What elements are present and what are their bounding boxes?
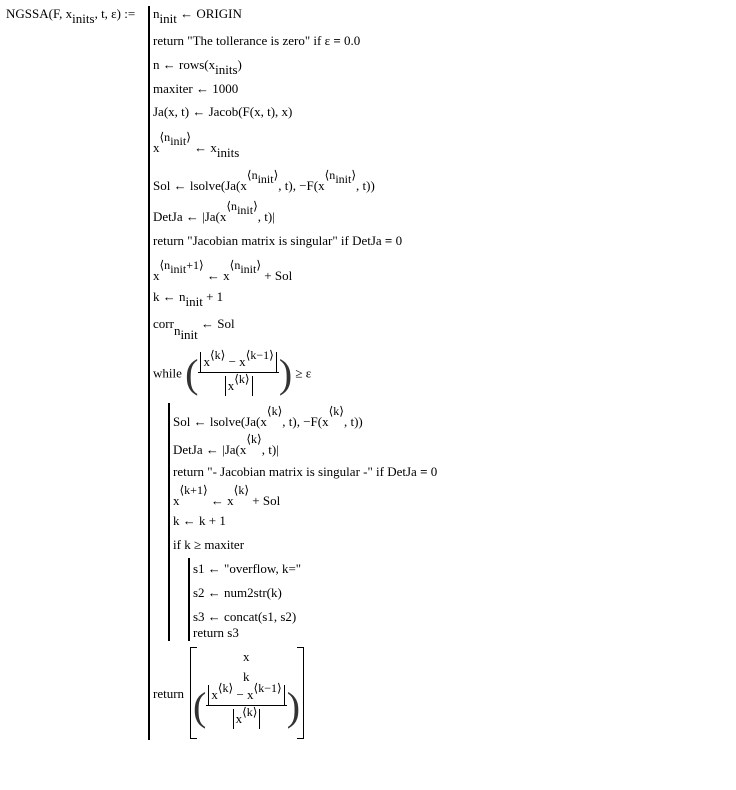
expression-text: ⟨k⟩ [209,347,226,362]
program-line[interactable] [173,483,281,509]
parenthesis: ) [286,684,301,729]
return-matrix[interactable] [190,647,304,739]
expression-text: n ← rows(x [153,57,216,72]
expression-text: ⟨k⟩ [217,680,234,695]
expression-group [225,371,253,396]
expression-text: k ← k + 1 [173,513,226,528]
expression-text: Sol ← lsolve(Ja(x [173,414,267,429]
expression-group [198,347,278,396]
expression-group [159,130,191,148]
program-line[interactable] [153,130,240,160]
expression-text: ) [237,57,242,72]
expression-text: x [173,493,180,508]
expression-text: ⟩ [256,258,262,272]
expression-group [233,704,261,729]
expression-text: init [159,11,177,26]
while-line[interactable] [153,347,312,397]
expression-text: init [257,172,274,186]
expression-group [198,347,278,372]
expression-text: x [211,686,218,702]
program-line[interactable] [173,513,226,529]
program-line[interactable] [173,404,363,430]
expression-text: DetJa ← |Ja(x [153,209,227,224]
param-list-rest: , t, ε) [94,6,121,21]
expression-text: if k ≥ maxiter [173,537,245,552]
expression-text: s1 ← "overflow, k=" [193,561,302,576]
expression-group [198,372,278,396]
expression-group [208,680,284,705]
expression-group [229,258,262,276]
expression-text: x [235,710,243,726]
expression-text: ⟩ [273,168,279,182]
expression-text: inits [215,62,238,77]
expression-text: = [420,464,428,479]
program-line[interactable] [153,289,224,309]
expression-text: ← ORIGIN [176,6,242,21]
expression-text: init [185,294,203,309]
expression-text: ⟨k−1⟩ [253,680,282,695]
program-line[interactable] [193,625,239,641]
expression-text: , t)| [261,442,279,457]
expression-text: init [170,134,187,148]
function-definition[interactable] [6,6,136,26]
program-line[interactable] [173,537,244,553]
expression-text: init [170,262,187,276]
expression-text: ⟨k⟩ [266,404,283,418]
expression-text: Ja(x, t) ← Jacob(F(x, t), x) [153,104,293,119]
expression-text: ⟨k−1⟩ [245,347,274,362]
expression-text: return "Jacobian matrix is singular" if DetJa [153,233,385,248]
expression-group [206,680,286,729]
expression-text: n [173,323,181,338]
expression-text: , t), −F(x [282,414,329,429]
expression-text: , t), −F(x [278,178,325,193]
program-line[interactable] [153,6,242,26]
return-keyword[interactable]: return [153,686,185,701]
param-list: (F, x [48,6,73,21]
expression-text: +1⟩ [186,258,204,272]
expression-text: ⟨k+1⟩ [179,483,208,497]
expression-text: + Sol [261,268,293,283]
expression-text: ⟨k⟩ [246,432,262,446]
expression-text: ← x [190,140,217,155]
program-line[interactable] [153,233,402,249]
if-body-bar [188,558,190,641]
expression-text: ⟩ [253,199,258,213]
program-line[interactable] [153,258,293,284]
program-line[interactable] [153,33,360,49]
expression-text: init [240,262,257,276]
expression-text: x [227,377,235,393]
expression-text: k ← n [153,289,186,304]
expression-text: ⟩ [351,168,357,182]
expression-text: ⟨k⟩ [233,483,250,497]
program-line[interactable] [193,585,282,601]
expression-text: + 1 [202,289,224,304]
expression-text: , t)| [257,209,275,224]
expression-text: ≥ ε [295,365,312,381]
expression-text: s3 ← concat(s1, s2) [193,609,297,624]
expression-text: ⟩ [186,130,191,144]
expression-text: 0 [392,233,403,248]
parenthesis: ( [193,684,207,729]
program-line[interactable] [153,57,242,77]
expression-text: ⟨n [246,168,258,182]
expression-text: s2 ← num2str(k) [193,585,282,600]
program-line[interactable] [193,609,296,625]
expression-text: return "- Jacobian matrix is singular -" if DetJa [173,464,421,479]
expression-text: corr [153,316,174,331]
expression-group [206,705,286,729]
function-name: NGSSA [6,6,49,21]
expression-text: inits [216,145,240,160]
expression-text: while [153,365,182,381]
expression-text: ← x [207,493,234,508]
expression-group [173,323,198,342]
matrix-x: x [243,649,250,664]
expression-group [159,258,204,276]
program-bar [148,6,150,740]
expression-text: init [237,203,254,217]
expression-group [246,168,279,186]
expression-group [206,680,286,705]
expression-text: maxiter ← 1000 [153,81,239,96]
expression-text: ⟨n [229,258,241,272]
matrix-error [193,680,301,730]
expression-text: init [335,172,352,186]
expression-text: − x [225,353,246,369]
expression-group [324,168,357,186]
expression-text: ← Sol [197,316,235,331]
expression-text: return s3 [193,625,239,640]
expression-text: ⟨k⟩ [242,704,258,719]
expression-text: ⟨k⟩ [234,371,250,386]
program-line[interactable] [173,464,437,480]
expression-text: ⟨n [226,199,238,213]
program-line[interactable] [153,81,238,97]
expression-text: , t)) [356,178,375,193]
expression-text: 0.0 [340,33,361,48]
expression-text: DetJa ← |Ja(x [173,442,247,457]
expression-text: n [153,6,160,21]
expression-text: + Sol [249,493,281,508]
expression-text: Sol ← lsolve(Ja(x [153,178,247,193]
program-line[interactable] [173,432,279,458]
expression-text: = [333,33,341,48]
matrix-k: k [243,669,250,684]
define-operator: := [124,6,136,21]
expression-text: ⟨n [159,130,171,144]
expression-text: return "The tollerance is zero" if ε [153,33,334,48]
program-line[interactable] [153,316,235,342]
expression-text: init [180,327,198,342]
parenthesis: ( [185,351,199,396]
expression-text: x [153,268,160,283]
expression-text: ⟨k⟩ [328,404,344,418]
expression-group [226,199,258,217]
param-subscript: inits [72,11,95,26]
expression-text: x [203,353,210,369]
expression-text: ⟨n [324,168,336,182]
program-line[interactable] [153,168,375,194]
program-line[interactable] [193,561,301,577]
expression-text: ← x [203,268,230,283]
expression-text: x [153,140,160,155]
parenthesis: ) [278,351,293,396]
expression-text: , t)) [343,414,363,429]
expression-text: = [384,233,393,248]
program-line[interactable] [153,199,275,225]
program-line[interactable] [153,104,292,120]
expression-text: − x [233,686,254,702]
expression-text: ⟨n [159,258,171,272]
expression-group [200,347,276,372]
expression-text: 0 [427,464,438,479]
while-body-bar [168,403,170,641]
